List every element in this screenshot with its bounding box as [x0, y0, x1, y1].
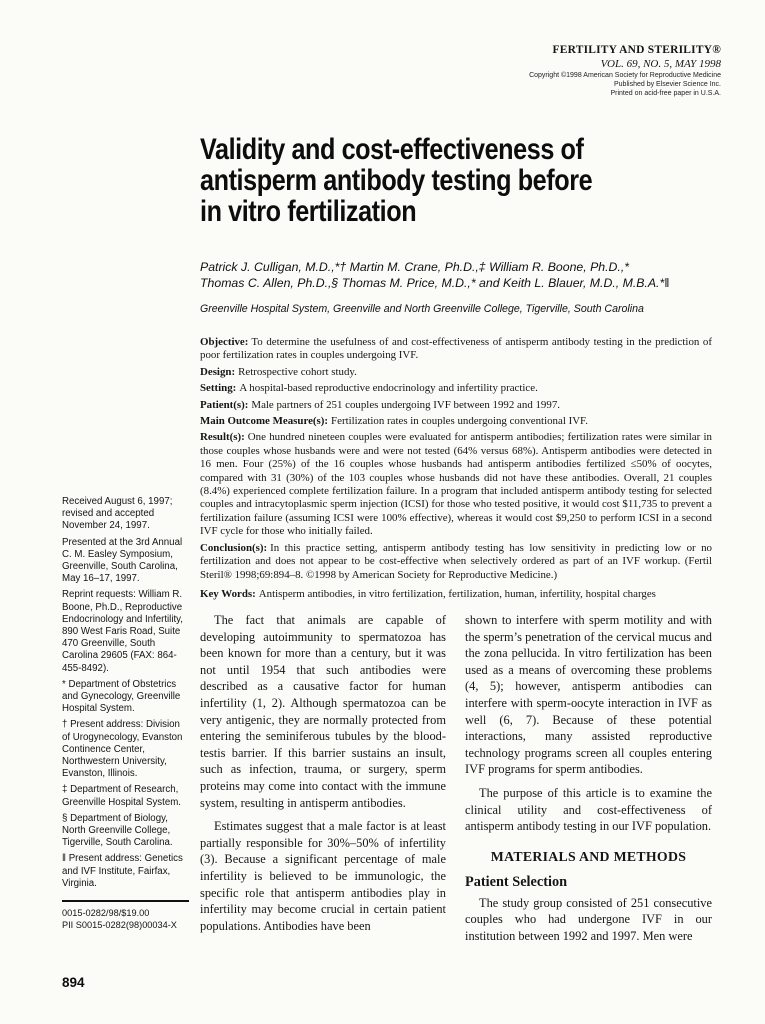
affiliation: Greenville Hospital System, Greenville and North Greenville College, Tigerville, South Carolina — [200, 303, 644, 315]
abstract-text: Fertilization rates in couples undergoing conventional IVF. — [331, 415, 588, 428]
journal-header — [529, 44, 721, 98]
footnote-reprints: Reprint requests: William R. Boone, Ph.D., Reproductive Endocrinology and Infertility, 890 West Faris Road, Suite 470 Greenville, South Carolina 29605 (FAX: 864-455-8492). — [62, 589, 183, 674]
abstract-text: One hundred nineteen couples were evaluated for antisperm antibodies; fertilization rates were similar in those couples whose husbands were and were not tested (64% versus 68%). Antisperm antibodies were detected in 16 men. Four (25%) of the 16 couples whose husbands had antisperm antibodies fertilized ≤50% of oocytes, compared with 31 (30%) of the 103 couples whose husbands did not have these antibodies. Overall, 21 couples (8.4%) experienced complete fertilization failure. In a program that included antisperm antibody testing for selected couples and intracytoplasmic sperm injection (ICSI) for those who tested positive, it would cost $11,735 to prevent a fertilization failure (assuming ICSI were 100% effective), whereas it would cost $9,250 to perform ICSI in a second IVF cycle for those who initially failed. — [200, 431, 712, 538]
article-title — [200, 134, 740, 227]
abstract-conclusions — [200, 542, 712, 582]
footnote-affil-parallel: ‖ Present address: Genetics and IVF Institute, Fairfax, Virginia. — [62, 853, 183, 889]
body-paragraph: The purpose of this article is to examine the clinical utility and cost-effectiveness of antisperm antibody testing in our IVF population. — [465, 785, 712, 834]
footnote-affil-double-dagger: ‡ Department of Research, Greenville Hospital System. — [62, 784, 181, 808]
sidebar-divider — [62, 900, 189, 902]
abstract-keywords — [200, 588, 712, 601]
footnote-presented: Presented at the 3rd Annual C. M. Easley Symposium, Greenville, South Carolina, May 16–17, 1997. — [62, 536, 183, 585]
abstract — [200, 336, 712, 604]
issn-code: 0015-0282/98/$19.00 — [62, 908, 150, 919]
body-paragraph: The study group consisted of 251 consecutive couples who had undergone IVF in our institution between 1992 and 1997. Men were — [465, 895, 712, 943]
abstract-text: In this practice setting, antisperm antibody testing has low sensitivity in predicting low or no fertilization and does not appear to be cost-effective when selectively ordered as part of an IVF workup. (Fertil Steril® 1998;69:894–8. ©1998 by American Society for Reproductive Medicine.) — [200, 541, 712, 581]
journal-name: FERTILITY AND STERILITY® — [552, 44, 721, 56]
body-column-right — [465, 612, 712, 952]
footnote-sidebar — [62, 496, 189, 931]
abstract-label: Design: — [200, 365, 236, 378]
abstract-label: Main Outcome Measure(s): — [200, 415, 329, 428]
pii-code: PII S0015-0282(98)00034-X — [62, 919, 177, 930]
author-line: Thomas C. Allen, Ph.D.,§ Thomas M. Price, M.D.,* and Keith L. Blauer, M.D., M.B.A.*‖ — [200, 276, 670, 290]
abstract-results — [200, 431, 712, 538]
body-paragraph: Estimates suggest that a male factor is at least partially responsible for 30%–50% of infertility (3). Because a significant percentage of male infertility is believed to be immunologic, the specific role that antisperm antibodies play in infertility may become crucial in certain patient populations. Antibodies have been — [200, 819, 446, 933]
abstract-text: Retrospective cohort study. — [238, 365, 357, 378]
author-list — [200, 259, 720, 291]
abstract-patients — [200, 399, 712, 412]
abstract-text: A hospital-based reproductive endocrinology and infertility practice. — [239, 382, 538, 395]
body-paragraph: The fact that animals are capable of developing autoimmunity to spermatozoa has been known for more than a century, but it was not until 1954 that such antibodies were described as a causative factor for human infertility (1, 2). Although spermatozoa can be very antigenic, they are normally protected from entering the seminiferous tubules by the blood-testis barrier. If this barrier sustains an insult, such as infection, trauma, or surgery, sperm proteins may come into contact with the immune system, resulting in antisperm antibodies. — [200, 613, 446, 810]
abstract-main-outcome — [200, 415, 712, 428]
abstract-text: To determine the usefulness of and cost-effectiveness of antisperm antibody testing in the prediction of poor fertilization rates in couples undergoing IVF. — [200, 336, 712, 362]
abstract-label: Key Words: — [200, 587, 256, 600]
footnote-affil-section: § Department of Biology, North Greenville College, Tigerville, South Carolina. — [62, 812, 173, 849]
body-column-left — [200, 612, 446, 952]
body-columns — [200, 612, 712, 952]
footnote-affil-asterisk: * Department of Obstetrics and Gynecology, Greenville Hospital System. — [62, 678, 181, 715]
abstract-setting — [200, 382, 712, 395]
abstract-label: Patient(s): — [200, 398, 249, 411]
article-title-line: in vitro fertilization — [200, 195, 417, 228]
journal-publisher: Published by Elsevier Science Inc. — [614, 80, 721, 88]
journal-copyright: Copyright ©1998 American Society for Reproductive Medicine — [529, 71, 721, 79]
body-paragraph: shown to interfere with sperm motility and with the sperm’s penetration of the cervical mucus and the zona pellucida. In vitro fertilization has been used as a means of overcoming these problems (4, 5); however, antisperm antibodies can interfere with sperm-oocyte interaction in IVF as well (6, 7). Because of these potential interactions, many assisted reproductive technology programs screen all couples entering IVF programs for sperm antibodies. — [465, 613, 712, 777]
abstract-objective — [200, 336, 712, 363]
footnote-received: Received August 6, 1997; revised and accepted November 24, 1997. — [62, 496, 173, 532]
journal-volume: VOL. 69, NO. 5, MAY 1998 — [600, 57, 721, 70]
abstract-label: Setting: — [200, 382, 237, 395]
abstract-label: Conclusion(s): — [200, 541, 268, 554]
abstract-design — [200, 366, 712, 379]
footnote-affil-dagger: † Present address: Division of Urogynecology, Evanston Continence Center, Northwestern University, Evanston, Illinois. — [62, 719, 183, 780]
article-title-line: antisperm antibody testing before — [200, 164, 593, 197]
abstract-label: Objective: — [200, 336, 249, 348]
page-number: 894 — [62, 975, 85, 990]
article-title-line: Validity and cost-effectiveness of — [200, 133, 584, 166]
subsection-heading-patient-selection: Patient Selection — [465, 873, 568, 890]
section-heading-materials-and-methods: MATERIALS AND METHODS — [490, 848, 687, 864]
author-line: Patrick J. Culligan, M.D.,*† Martin M. Crane, Ph.D.,‡ William R. Boone, Ph.D.,* — [200, 260, 630, 274]
abstract-label: Result(s): — [200, 431, 245, 444]
abstract-text: Antisperm antibodies, in vitro fertilization, fertilization, human, infertility, hospital charges — [258, 587, 656, 600]
journal-printed-note: Printed on acid-free paper in U.S.A. — [610, 89, 721, 97]
abstract-text: Male partners of 251 couples undergoing IVF between 1992 and 1997. — [251, 398, 560, 411]
